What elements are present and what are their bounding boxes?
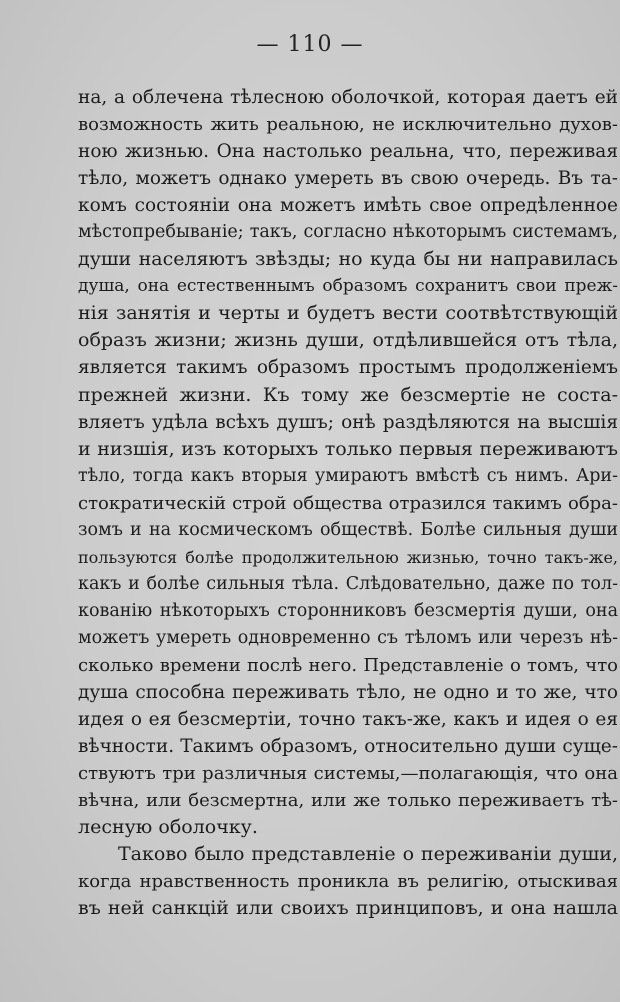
text-line: тѣло, можетъ однако умереть въ свою очередь. Въ та- <box>78 168 618 190</box>
text-line: сколько времени послѣ него. Представленіе о томъ, что <box>78 654 618 676</box>
text-line: тѣло, тогда какъ вторыя умираютъ вмѣстѣ съ нимъ. Ари- <box>78 465 618 486</box>
text-line: ною жизнью. Она настолько реальна, что, переживая <box>78 141 618 163</box>
text-line: комъ состояніи она можетъ имѣть свое опредѣленное <box>78 195 618 217</box>
text-line: пользуются болѣе продолжительною жизнью, точно такъ-же, <box>78 547 618 567</box>
text-line: нія занятія и черты и будетъ вести соотвѣтствующій <box>78 302 618 325</box>
text-line: какъ и болѣе сильныя тѣла. Слѣдовательно, даже по тол- <box>78 573 618 594</box>
text-line: душа, она естественнымъ образомъ сохранитъ свои преж- <box>78 276 618 297</box>
text-line: прежней жизни. Къ тому же безсмертіе не соста- <box>78 383 618 406</box>
paragraph-1 <box>78 84 618 841</box>
text-line: идея о ея безсмертіи, точно такъ-же, какъ и идея о ея <box>78 709 618 731</box>
text-line: вляетъ удѣла всѣхъ душъ; онѣ раздѣляются на высшія <box>78 411 618 433</box>
text-line: и низшія, изъ которыхъ только первыя переживаютъ <box>78 437 618 460</box>
text-line: можетъ умереть одновременно съ тѣломъ или черезъ нѣ- <box>78 627 618 648</box>
text-line: вѣчна, или безсмертна, или же только переживаетъ тѣ- <box>78 790 618 812</box>
text-line: въ ней санкцій или своихъ принциповъ, и она нашла <box>78 897 618 920</box>
text-line: лесную оболочку. <box>78 816 258 839</box>
paragraph-2 <box>78 841 618 922</box>
text-line: вѣчности. Такимъ образомъ, относительно души суще- <box>78 736 618 758</box>
text-line: является такимъ образомъ простымъ продолженіемъ <box>78 357 618 379</box>
text-line: душа способна переживать тѣло, не одно и то же, что <box>78 682 618 704</box>
text-line: стократическій строй общества отразился такимъ обра- <box>78 492 618 514</box>
page-number: — 110 — <box>256 32 364 57</box>
text-line: ствуютъ три различныя системы,—полагающія, что она <box>78 763 618 785</box>
text-line: когда нравственность проникла въ религію, отыскивая <box>78 871 618 893</box>
text-line: на, а облечена тѣлесною оболочкой, которая даетъ ей <box>78 87 618 108</box>
text-line: возможность жить реальною, не исключительно духов- <box>78 114 618 136</box>
text-line: зомъ и на космическомъ обществѣ. Болѣе сильныя души <box>78 519 618 540</box>
text-line: образъ жизни; жизнь души, отдѣлившейся отъ тѣла, <box>78 329 618 352</box>
text-line: кованію нѣкоторыхъ сторонниковъ безсмертія души, она <box>78 600 618 621</box>
text-line: мѣстопребываніе; такъ, согласно нѣкоторымъ системамъ, <box>78 222 618 243</box>
body-text <box>78 84 618 922</box>
text-line: души населяютъ звѣзды; но куда бы ни направилась <box>78 248 618 271</box>
text-line: Таково было представленіе о переживаніи души, <box>118 843 618 866</box>
